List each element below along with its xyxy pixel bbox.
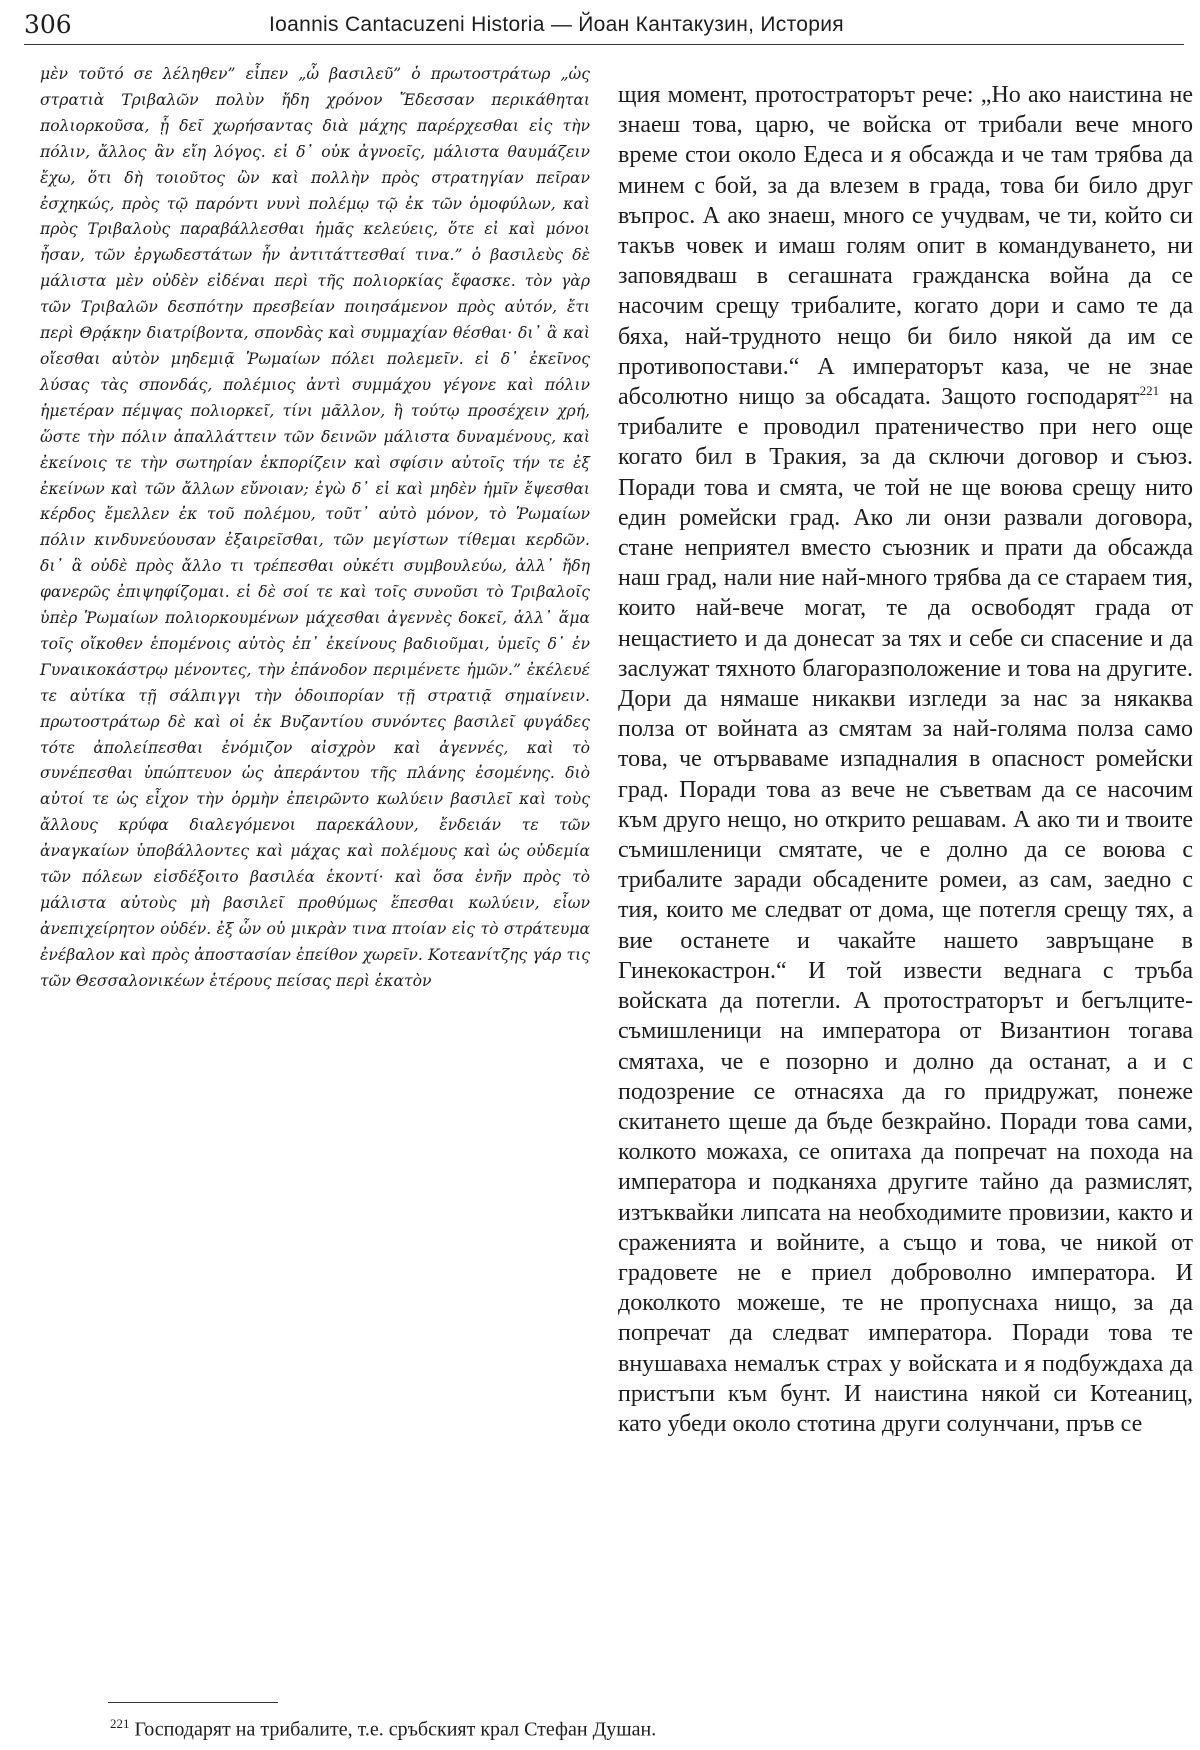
footnote-divider [108, 1702, 278, 1703]
footnote [110, 1712, 1110, 1742]
page-number: 306 [24, 10, 72, 39]
running-head: Ioannis Cantacuzeni Historia — Йоан Кантакузин, История [269, 13, 844, 36]
bulgarian-paragraph [618, 80, 1193, 1439]
bulgarian-text-part-2: на трибалите е проводил пратеничество при него още когато бил в Тракия, за да сключи договор и съюз. Поради това и смята, че той не ще воюва срещу нито един ромейски град. Ако ли онзи развали договора, стане неприятел вместо съюзник и прати да обсажда наш град, нали ние най-много трябва да се стараем тия, които най-вече могат, те да освободят града от нещастието и да донесат за тях и себе си спасение и да заслужат тяхното благоразположение и това на другите. Дори да нямаше никакви изгледи за нас за някаква полза от войната аз смятам за най-голяма полза само това, че отърваваме изпадналия в опасност ромейски град. Поради това аз вече не съветвам да се насочим към друго нещо, но открито решавам. А ако ти и твоите съмишленици смятате, че е долно да се воюва с трибалите заради обсадените ромеи, аз сам, заедно с тия, които ме следват от дома, ще потегля срещу тях, а вие останете и чакайте нашето завръщане в Гинекокастрон.“ И той извести веднага с тръба войската да потегли. А протостраторът и бегълците-съмишленици на императора от Византион тогава смятаха, че е позорно и долно да останат, а и с подозрение се отнасяха да го придружат, понеже скитането щеше да бъде безкрайно. Поради това сами, колкото можаха, се опитаха да попречат на похода на императора и подканяха другите тайно да размислят, изтъквайки липсата на необходимите провизии, както и сраженията и войните, а също и това, че никой от градовете не е приел доброволно императора. И доколкото можеше, те не пропуснаха нищо, за да попречат да следват императора. Поради това те внушаваха немалък страх у войската и я подбуждаха да пристъпи към бунт. И наистина някой си Котеаниц, като убеди около стотина други солунчани, пръв се [618, 384, 1193, 1437]
footnote-reference[interactable]: 221 [1139, 383, 1160, 399]
bulgarian-column [618, 80, 1193, 1439]
footnote-marker: 221 [110, 1716, 130, 1731]
footnote-text: Господарят на трибалите, т.е. сръбският крал Стефан Душан. [134, 1718, 657, 1741]
bulgarian-text-part-1: щия момент, протостраторът рече: „Но ако наистина не знаеш това, царю, че войска от трибали вече много време стои около Едеса и я обсажда и че там трябва да минем с бой, за да влезем в града, това би било друг въпрос. А ако знаеш, много се учудвам, че ти, който си такъв човек и имаш голям опит в командуването, ни заповядваш в сегашната гражданска война да се насочим срещу трибалите, когато дори и само те да бяха, най-трудното нещо би било някой да им се противопостави.“ А императорът каза, че не знае абсолютно нищо за обсадата. Защото господарят [618, 82, 1193, 411]
page-header [24, 10, 1184, 45]
greek-column [40, 62, 590, 995]
greek-paragraph: μὲν τοῦτό σε λέληθεν” εἶπεν „ὦ βασιλεῦ” ὁ πρωτοστράτωρ „ὡς στρατιὰ Τριβαλῶν πολὺν ἤδη χρόνον Ἔδεσσαν περικάθηται πολιορκοῦσα, ᾗ δεῖ χωρήσαντας διὰ μάχης παρέρχεσθαι εἰς τὴν πόλιν, ἄλλος ἂν εἴη λόγος. εἰ δ᾿ οὐκ ἀγνοεῖς, μάλιστα θαυμάζειν ἔχω, ὅτι δὴ τοιοῦτος ὢν καὶ πολλὴν πρὸς στρατηγίαν πεῖραν ἐσχηκώς, πρὸς τῷ παρόντι νυνὶ πολέμῳ τῷ ἐκ τῶν ὁμοφύλων, καὶ πρὸς Τριβαλοὺς παραβάλλεσθαι ἡμᾶς κελεύεις, ὅτε εἰ καὶ μόνοι ἦσαν, τῶν ἐργωδεστάτων ἦν ἀντιτάττεσθαί τινα.” ὁ βασιλεὺς δὲ μάλιστα μὲν οὐδὲν εἰδέναι περὶ τῆς πολιορκίας ἔφασκε. τὸν γὰρ τῶν Τριβαλῶν δεσπότην πρεσβείαν ποιησάμενον πρὸς αὐτόν, ἔτι περὶ Θρᾴκην διατρίβοντα, σπονδὰς καὶ συμμαχίαν θέσθαι· δι᾿ ἃ καὶ οἴεσθαι αὐτὸν μηδεμιᾷ Ῥωμαίων πόλει πολεμεῖν. εἰ δ᾿ ἐκεῖνος λύσας τὰς σπονδάς, πολέμιος ἀντὶ συμμάχου γέγονε καὶ πόλιν ἡμετέραν πέμψας πολιορκεῖ, τίνι μᾶλλον, ἢ τούτῳ προσέχειν χρή, ὥστε τὴν πόλιν ἀπαλλάττειν τῶν δεινῶν μάλιστα δυναμένους, καὶ ἐκείνοις τε τὴν σωτηρίαν ἐκπορίζειν καὶ σφίσιν αὐτοῖς τήν τε ἐξ ἐκείνων καὶ τῶν ἄλλων εὔνοιαν; ἐγὼ δ᾿ εἰ καὶ μηδὲν ἡμῖν ἔψεσθαι κέρδος ἔμελλεν ἐκ τοῦ πολέμου, τοῦτ᾿ αὐτὸ μόνον, τὸ Ῥωμαίων πόλιν κινδυνεύουσαν ἐξαιρεῖσθαι, τῶν μεγίστων τίθεμαι κερδῶν. δι᾿ ἃ οὐδὲ πρὸς ἄλλο τι τρέπεσθαι οὐκέτι συμβουλεύω, ἀλλ᾿ ἤδη φανερῶς ἐπιψηφίζομαι. εἰ δὲ σοί τε καὶ τοῖς συνοῦσι τὸ Τριβαλοῖς ὑπὲρ Ῥωμαίων πολιορκουμένων μάχεσθαι ἀγεννὲς δοκεῖ, ἀλλ᾿ ἅμα τοῖς οἴκοθεν ἑπομένοις αὐτὸς ἐπ᾿ ἐκείνους βαδιοῦμαι, ὑμεῖς δ᾿ ἐν Γυναικοκάστρῳ μένοντες, τὴν ἐπάνοδον περιμένετε ἡμῶν.” ἐκέλευέ τε αὐτίκα τῇ σάλπιγγι τὴν ὁδοιπορίαν τῇ στρατιᾷ σημαίνειν. πρωτοστράτωρ δὲ καὶ οἱ ἐκ Βυζαντίου συνόντες βασιλεῖ φυγάδες τότε ἀπολείπεσθαι ἐνόμιζον αἰσχρὸν καὶ ἀγεννές, καὶ τὸ συνέπεσθαι ὑπώπτευον ὡς ἀπεράντου τῆς πλάνης ἐσομένης. διὸ αὐτοί τε ὡς εἶχον τὴν ὁρμὴν ἐπειρῶντο κωλύειν βασιλεῖ καὶ τοὺς ἄλλους κρύφα διαλεγόμενοι παρεκάλουν, ἔνδειάν τε τῶν ἀναγκαίων ὑποβάλλοντες καὶ μάχας καὶ πολέμους καὶ ὡς οὐδεμία τῶν πόλεων εἰσδέξοιτο βασιλέα ἑκοντί· καὶ ὅσα ἐνῆν πρὸς τὸ μάλιστα αὐτοὺς μὴ βασιλεῖ προθύμως ἕπεσθαι κωλύειν, εἶων ἀνεπιχείρητον οὐδέν. ἐξ ὧν οὐ μικρὰν τινα πτοίαν εἰς τὸ στράτευμα ἐνέβαλον καὶ πρὸς ἀποστασίαν ἐπείθον χωρεῖν. Κοτεανίτζης γάρ τις τῶν Θεσσαλονικέων ἑτέρους πείσας περὶ ἑκατὸν [40, 65, 590, 990]
